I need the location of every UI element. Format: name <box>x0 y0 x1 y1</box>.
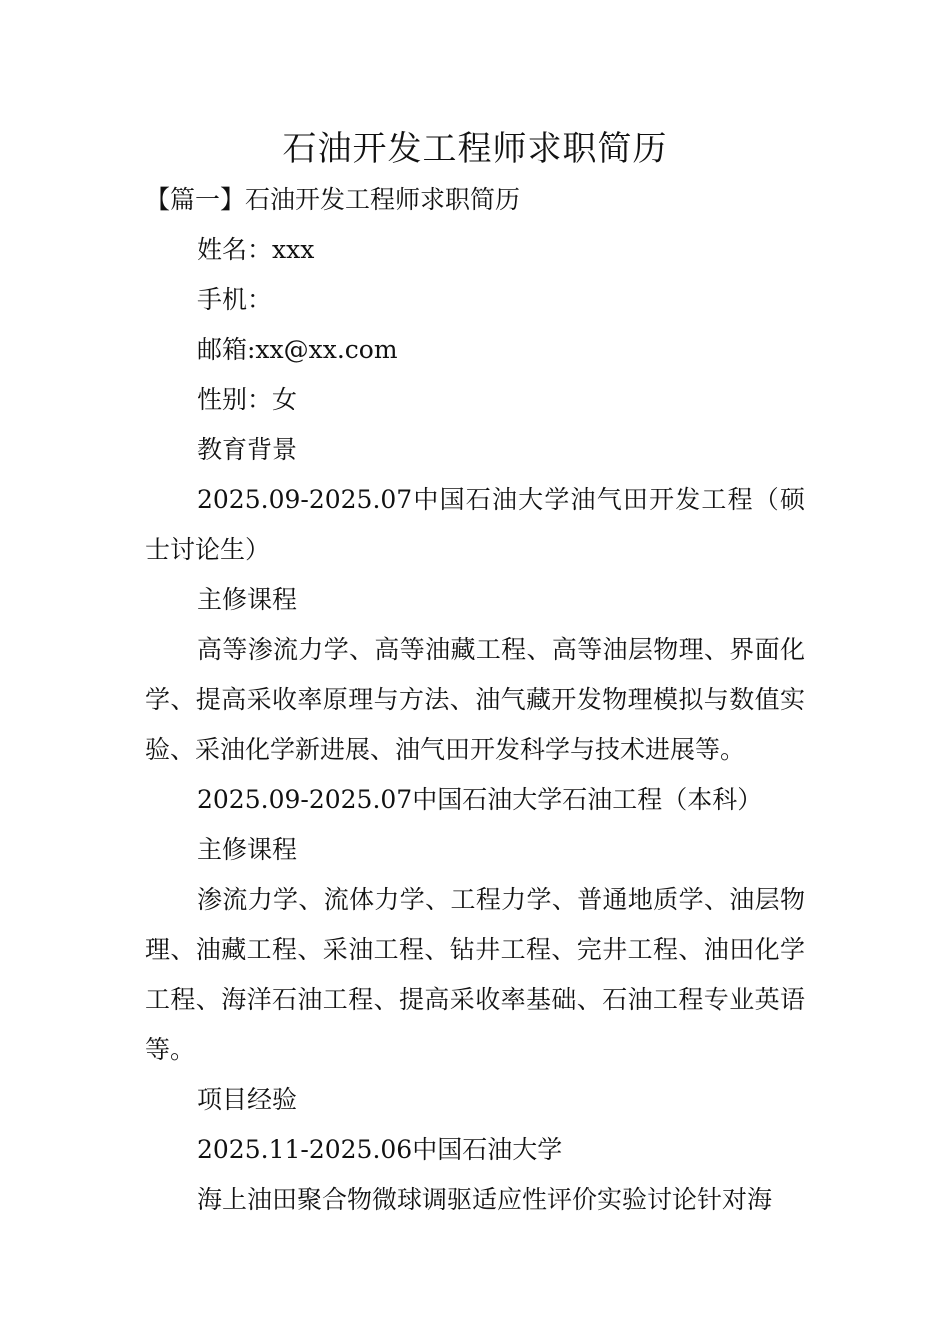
courses-heading-bachelors: 主修课程 <box>197 835 298 864</box>
courses-list-masters: 高等渗流力学、高等油藏工程、高等油层物理、界面化学、提高采收率原理与方法、油气藏开发物理模拟与数值实验、采油化学新进展、油气田开发科学与技术进展等。 <box>145 635 805 764</box>
gender-line: 性别：女 <box>197 385 298 414</box>
courses-heading-masters: 主修课程 <box>197 585 298 614</box>
project-description: 海上油田聚合物微球调驱适应性评价实验讨论针对海 <box>197 1185 773 1214</box>
project-period: 2025.11-2025.06中国石油大学 <box>197 1135 563 1164</box>
education-bachelors: 2025.09-2025.07中国石油大学石油工程（本科） <box>197 785 763 814</box>
courses-list-bachelors: 渗流力学、流体力学、工程力学、普通地质学、油层物理、油藏工程、采油工程、钻井工程、完井工程、油田化学工程、海洋石油工程、提高采收率基础、石油工程专业英语等。 <box>145 885 805 1064</box>
project-heading: 项目经验 <box>197 1085 298 1114</box>
education-masters: 2025.09-2025.07中国石油大学油气田开发工程（硕士讨论生） <box>145 485 805 564</box>
email-line: 邮箱:xx@xx.com <box>197 335 398 364</box>
name-line: 姓名：xxx <box>197 235 315 264</box>
section-heading: 【篇一】石油开发工程师求职简历 <box>145 185 521 214</box>
education-heading: 教育背景 <box>197 435 298 464</box>
document-body <box>145 175 805 1225</box>
document-title: 石油开发工程师求职简历 <box>282 129 668 169</box>
phone-line: 手机： <box>197 285 273 314</box>
